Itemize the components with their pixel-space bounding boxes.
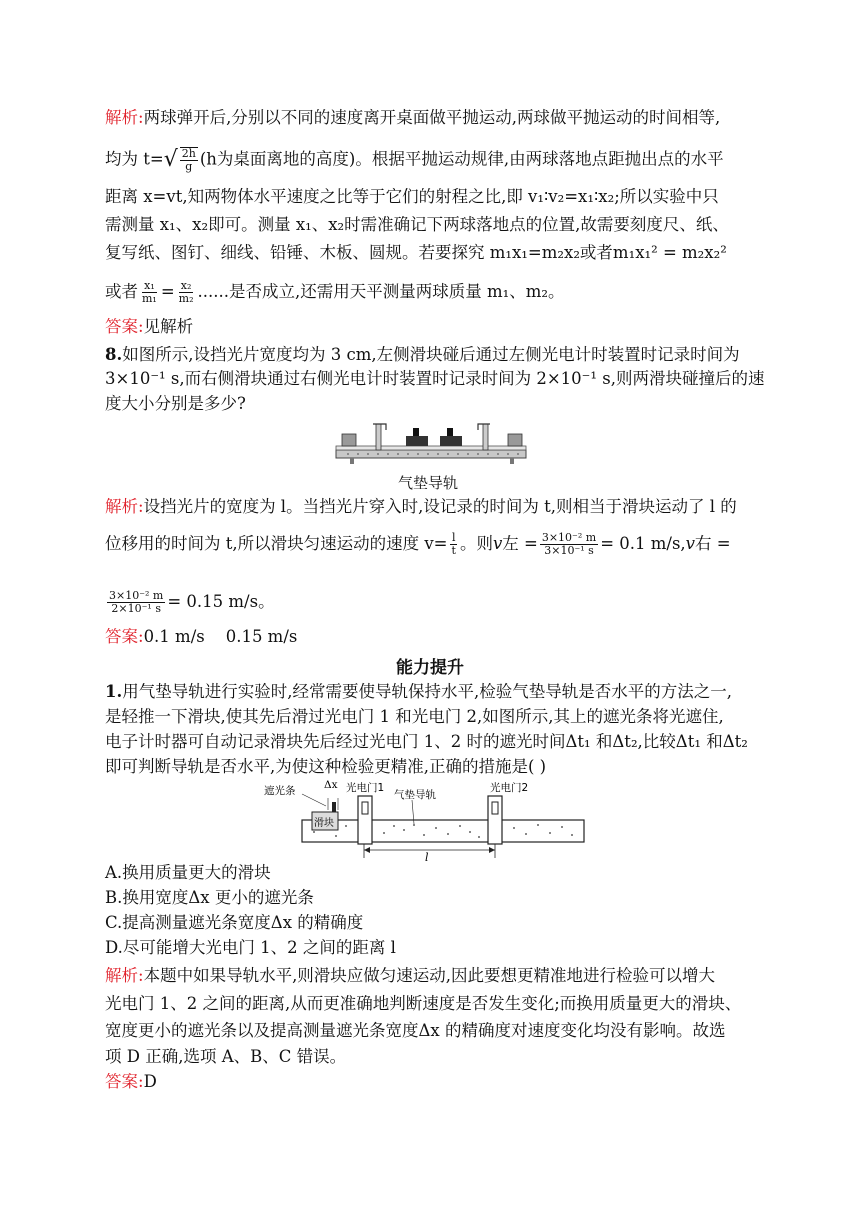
fraction: $\frac{\text{x₂}}{\text{m₂}}$ — [178, 279, 194, 305]
fraction: $\frac{\text{x₁}}{\text{m₁}}$ — [142, 279, 157, 305]
photogate-figure — [264, 778, 594, 864]
answer-line: 答案:D — [105, 1072, 157, 1091]
answer-line: 答案:见解析 — [105, 317, 194, 336]
answer-label: 答案: — [105, 1072, 144, 1091]
analysis-line: 距离 x=vt,知两物体水平速度之比等于它们的射程之比,即 v₁∶v₂=x₁∶x₂;所以实验中只 — [105, 187, 719, 206]
analysis-line: 解析:两球弹开后,分别以不同的速度离开桌面做平抛运动,两球做平抛运动的时间相等, — [105, 108, 721, 127]
option-d: D.尽可能增大光电门 1、2 之间的距离 l — [105, 938, 396, 957]
question-line: 即可判断导轨是否水平,为使这种检验更精准,正确的措施是( ) — [105, 757, 547, 776]
analysis-line: 解析:设挡光片的宽度为 l。当挡光片穿入时,设记录的时间为 t,则相当于滑块运动了 l 的 — [105, 497, 737, 516]
question-line: 电子计时器可自动记录滑块先后经过光电门 1、2 时的遮光时间Δt₁ 和Δt₂,比较Δt₁ 和Δt₂ — [105, 732, 748, 751]
question-line: 8.如图所示,设挡光片宽度均为 3 cm,左侧滑块碰后通过左侧光电计时装置时记录时间为 — [105, 345, 740, 364]
answer-label: 答案: — [105, 317, 144, 336]
question-line: 度大小分别是多少? — [105, 394, 246, 413]
fraction: $\frac{l}{t}$ — [451, 531, 456, 557]
block-label: 滑块 — [314, 818, 334, 829]
question-number: 1. — [105, 682, 123, 701]
analysis-label: 解析: — [105, 966, 144, 985]
answer-line: 答案:0.1 m/s 0.15 m/s — [105, 627, 298, 646]
option-b: B.换用宽度Δx 更小的遮光条 — [105, 888, 314, 907]
analysis-line: 解析:本题中如果导轨水平,则滑块应做匀速运动,因此要想更精准地进行检验可以增大 — [105, 966, 716, 985]
gate1-label: 光电门1 — [346, 782, 385, 794]
analysis-label: 解析: — [105, 497, 144, 516]
answer-label: 答案: — [105, 627, 144, 646]
figure-caption: 气垫导轨 — [398, 474, 459, 492]
analysis-line: 项 D 正确,选项 A、B、C 错误。 — [105, 1047, 347, 1066]
analysis-line: 光电门 1、2 之间的距离,从而更准确地判断速度是否发生变化;而换用质量更大的滑块、 — [105, 994, 742, 1013]
fraction: $\frac{\text{3×10⁻² m}}{\text{2×10⁻¹ s}}$ — [109, 589, 164, 615]
shield-label: 遮光条 — [264, 785, 296, 797]
analysis-line: 均为 t= √ $\frac{2h}{g}$ (h为桌面离地的高度)。根据平抛运动规律,由两球落地点距抛出点的水平 — [105, 147, 724, 173]
analysis-line: 需测量 x₁、x₂即可。测量 x₁、x₂时需准确记下两球落地点的位置,故需要刻度尺、纸、 — [105, 215, 729, 234]
track-label: 气垫导轨 — [394, 789, 436, 801]
section-title: 能力提升 — [396, 658, 464, 678]
question-number: 8. — [105, 345, 123, 364]
option-c: C.提高测量遮光条宽度Δx 的精确度 — [105, 913, 364, 932]
dx-label: Δx — [324, 779, 338, 791]
analysis-line: 宽度更小的遮光条以及提高测量遮光条宽度Δx 的精确度对速度变化均没有影响。故选 — [105, 1021, 726, 1040]
question-line: 3×10⁻¹ s,而右侧滑块通过右侧光电计时装置时记录时间为 2×10⁻¹ s,则两滑块碰撞后的速 — [105, 369, 765, 388]
analysis-line: 位移用的时间为 t,所以滑块匀速运动的速度 v= $\frac{l}{t}$ 。则𝑣左 = $\frac{\text{3×10⁻² m}}{\text{3×10⁻¹ s}}$ = 0.1 m/s,𝑣右 = — [105, 531, 731, 557]
analysis-line: 复写纸、图钉、细线、铅锤、木板、圆规。若要探究 m₁x₁=m₂x₂或者m₁x₁² = m₂x₂² — [105, 243, 727, 262]
sqrt-formula: √ $\frac{2h}{g}$ — [163, 147, 196, 173]
option-a: A.换用质量更大的滑块 — [105, 863, 271, 882]
question-line: 是轻推一下滑块,使其先后滑过光电门 1 和光电门 2,如图所示,其上的遮光条将光遮住, — [105, 707, 724, 726]
analysis-line: 或者 $\frac{\text{x₁}}{\text{m₁}}$ = $\frac{\text{x₂}}{\text{m₂}}$ ......是否成立,还需用天平测量两球质量 m₁、m₂。 — [105, 279, 565, 305]
analysis-label: 解析: — [105, 108, 144, 127]
analysis-line: $\frac{\text{3×10⁻² m}}{\text{2×10⁻¹ s}}$ = 0.15 m/s。 — [109, 589, 275, 615]
distance-label: l — [425, 851, 429, 864]
question-line: 1.用气垫导轨进行实验时,经常需要使导轨保持水平,检验气垫导轨是否水平的方法之一, — [105, 682, 732, 701]
fraction: $\frac{\text{3×10⁻² m}}{\text{3×10⁻¹ s}}$ — [541, 531, 597, 557]
gate2-label: 光电门2 — [490, 782, 529, 794]
air-track-figure — [328, 416, 538, 470]
